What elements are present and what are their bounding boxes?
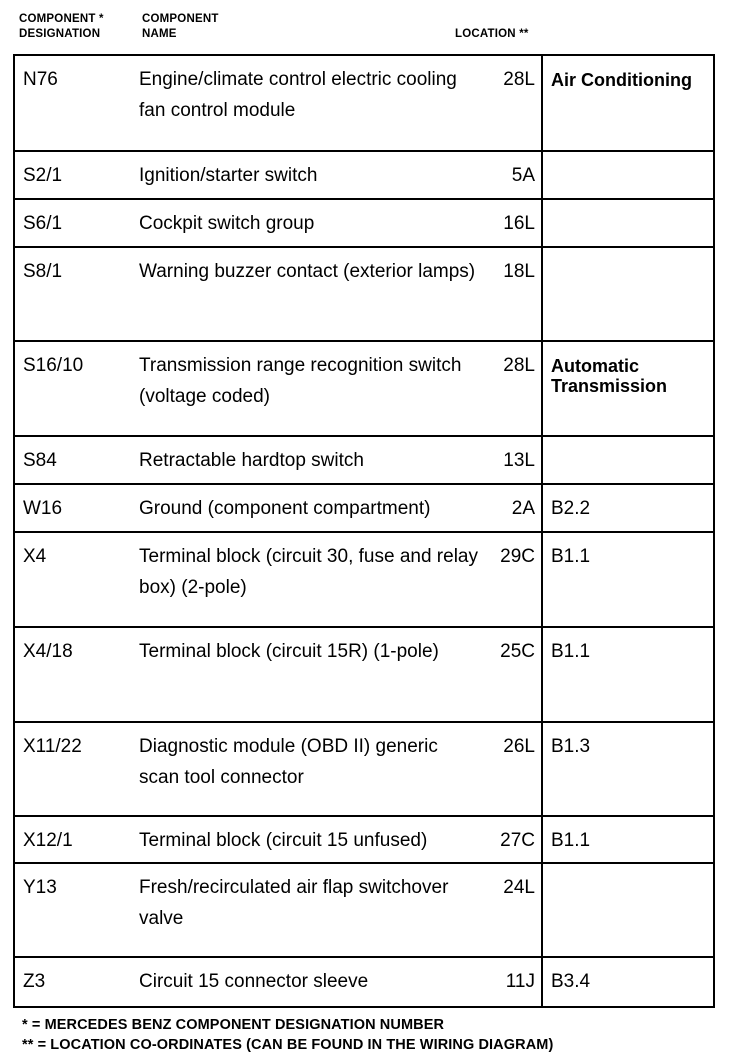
component-designation: S16/10 — [23, 355, 84, 376]
component-location-cell — [484, 151, 542, 199]
component-name-cell — [139, 627, 484, 722]
component-name: Diagnostic module (OBD II) generic scan tool connector — [139, 736, 438, 788]
component-table-body — [14, 55, 714, 1007]
header-name — [142, 12, 219, 42]
component-designation: S8/1 — [23, 261, 63, 282]
component-location-cell — [484, 484, 542, 532]
header-designation-line2: DESIGNATION — [19, 28, 101, 40]
table-row — [14, 484, 714, 532]
component-designation: X4 — [23, 546, 47, 567]
component-designation-cell — [14, 151, 139, 199]
component-designation-cell — [14, 863, 139, 957]
component-location-cell — [484, 816, 542, 863]
component-name-cell — [139, 863, 484, 957]
component-note-cell — [542, 55, 714, 151]
component-designation: Z3 — [23, 971, 46, 992]
component-designation-cell — [14, 816, 139, 863]
component-note: Air Conditioning — [551, 70, 692, 90]
component-designation: W16 — [23, 498, 63, 519]
component-name: Ground (component compartment) — [139, 498, 431, 519]
component-location: 25C — [500, 641, 535, 662]
component-note-cell — [542, 816, 714, 863]
component-designation: X4/18 — [23, 641, 73, 662]
component-location-cell — [484, 627, 542, 722]
component-name: Terminal block (circuit 15 unfused) — [139, 830, 428, 851]
component-designation: X12/1 — [23, 830, 73, 851]
component-designation: N76 — [23, 69, 58, 90]
component-location: 18L — [503, 261, 535, 282]
component-designation-cell — [14, 436, 139, 484]
component-note-cell — [542, 151, 714, 199]
component-location: 2A — [511, 498, 535, 519]
component-note-cell — [542, 627, 714, 722]
component-note: B1.1 — [551, 830, 591, 851]
component-name-cell — [139, 199, 484, 247]
footnote-designation: * = MERCEDES BENZ COMPONENT DESIGNATION NUMBER — [22, 1017, 445, 1033]
component-note-cell — [542, 863, 714, 957]
component-note-cell — [542, 341, 714, 436]
component-name: Terminal block (circuit 15R) (1-pole) — [139, 641, 439, 662]
component-name-cell — [139, 722, 484, 816]
component-designation: S6/1 — [23, 213, 63, 234]
component-name: Retractable hardtop switch — [139, 450, 364, 471]
component-note-cell — [542, 532, 714, 627]
header-designation-line1: COMPONENT * — [19, 13, 104, 25]
component-name-cell — [139, 484, 484, 532]
footnote-location: ** = LOCATION CO-ORDINATES (CAN BE FOUND IN THE WIRING DIAGRAM) — [22, 1037, 554, 1053]
component-note: B1.3 — [551, 736, 591, 757]
component-location: 28L — [503, 355, 535, 376]
component-name-cell — [139, 55, 484, 151]
component-location-cell — [484, 722, 542, 816]
component-designation-cell — [14, 341, 139, 436]
component-designation: S84 — [23, 450, 57, 471]
table-row — [14, 55, 714, 151]
component-note-cell — [542, 722, 714, 816]
component-location: 24L — [503, 877, 535, 898]
component-note-cell — [542, 957, 714, 1007]
component-designation-cell — [14, 957, 139, 1007]
component-note: B1.1 — [551, 641, 591, 662]
component-designation: S2/1 — [23, 165, 63, 186]
component-location: 29C — [500, 546, 535, 567]
component-note-cell — [542, 436, 714, 484]
component-location: 28L — [503, 69, 535, 90]
component-location-cell — [484, 957, 542, 1007]
component-location-cell — [484, 436, 542, 484]
component-note: B2.2 — [551, 498, 591, 519]
component-location: 11J — [505, 971, 535, 992]
component-name: Circuit 15 connector sleeve — [139, 971, 369, 992]
table-row — [14, 199, 714, 247]
header-name-line1: COMPONENT — [142, 13, 219, 25]
component-name: Engine/climate control electric cooling fan control module — [139, 69, 457, 121]
header-location: LOCATION ** — [455, 28, 529, 40]
component-designation: X11/22 — [23, 736, 82, 757]
component-location: 16L — [503, 213, 535, 234]
table-row — [14, 532, 714, 627]
component-note: B1.1 — [551, 546, 591, 567]
component-designation-cell — [14, 199, 139, 247]
component-name-cell — [139, 816, 484, 863]
table-row — [14, 436, 714, 484]
component-name-cell — [139, 957, 484, 1007]
component-location-cell — [484, 55, 542, 151]
component-note: B3.4 — [551, 971, 591, 992]
component-designation-cell — [14, 484, 139, 532]
component-location-cell — [484, 199, 542, 247]
component-location: 5A — [511, 165, 535, 186]
table-row — [14, 627, 714, 722]
table-row — [14, 151, 714, 199]
component-name-cell — [139, 436, 484, 484]
component-note: Automatic Transmission — [551, 356, 668, 396]
component-name: Ignition/starter switch — [139, 165, 318, 186]
component-location-cell — [484, 532, 542, 627]
table-row — [14, 341, 714, 436]
component-note-cell — [542, 484, 714, 532]
component-location: 13L — [503, 450, 535, 471]
component-name-cell — [139, 532, 484, 627]
component-table — [13, 54, 715, 1008]
component-location-cell — [484, 247, 542, 341]
component-designation-cell — [14, 532, 139, 627]
component-designation-cell — [14, 627, 139, 722]
component-note-cell — [542, 199, 714, 247]
header-designation — [19, 12, 104, 42]
component-location-cell — [484, 341, 542, 436]
component-name-cell — [139, 247, 484, 341]
component-name: Fresh/recirculated air flap switchover valve — [139, 877, 449, 929]
table-row — [14, 247, 714, 341]
table-row — [14, 722, 714, 816]
component-designation-cell — [14, 247, 139, 341]
table-row — [14, 863, 714, 957]
table-row — [14, 957, 714, 1007]
component-name: Terminal block (circuit 30, fuse and relay box) (2-pole) — [139, 546, 478, 598]
component-location-cell — [484, 863, 542, 957]
component-name-cell — [139, 151, 484, 199]
component-name: Transmission range recognition switch (voltage coded) — [139, 355, 462, 407]
component-location: 26L — [503, 736, 535, 757]
component-note-cell — [542, 247, 714, 341]
component-name: Cockpit switch group — [139, 213, 315, 234]
table-row — [14, 816, 714, 863]
header-name-line2: NAME — [142, 28, 177, 40]
component-location: 27C — [500, 830, 535, 851]
component-designation: Y13 — [23, 877, 57, 898]
component-designation-cell — [14, 722, 139, 816]
component-name-cell — [139, 341, 484, 436]
component-name: Warning buzzer contact (exterior lamps) — [139, 261, 476, 282]
component-designation-cell — [14, 55, 139, 151]
